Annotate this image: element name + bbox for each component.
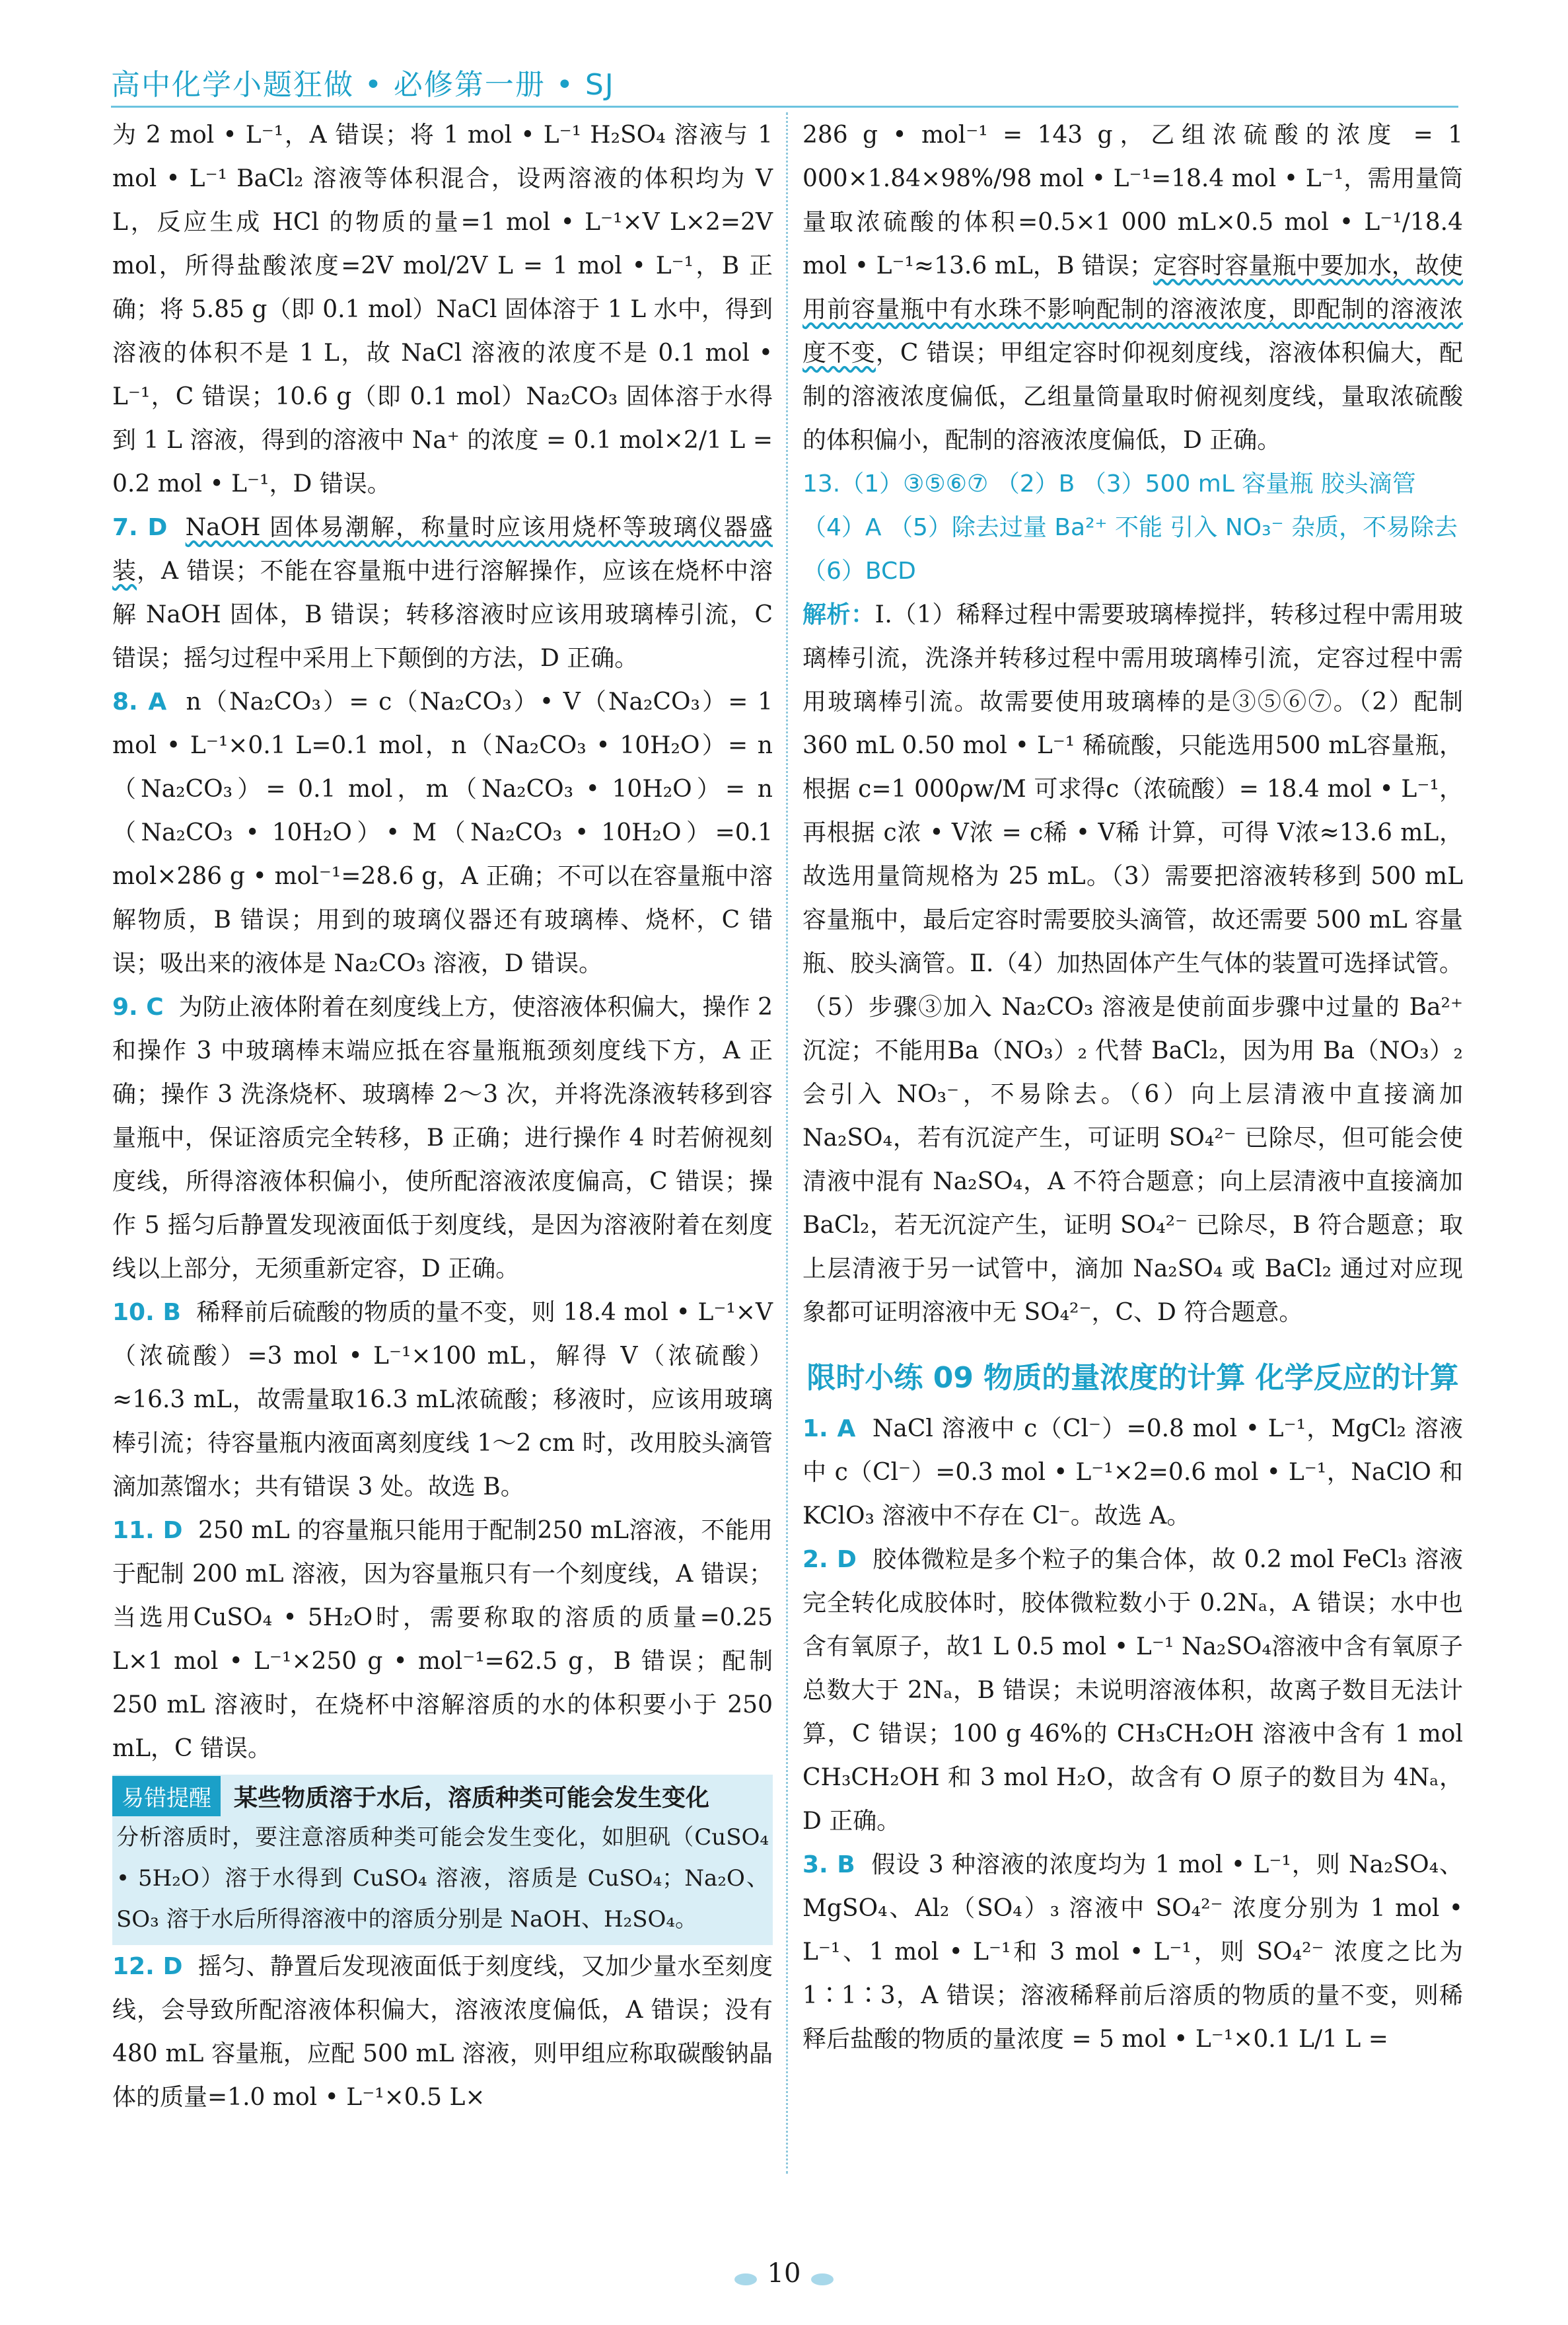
- answer-8-text: n（Na₂CO₃）= c（Na₂CO₃）• V（Na₂CO₃）= 1 mol • L⁻¹×0.1 L=0.1 mol，n（Na₂CO₃ • 10H₂O）= n（Na₂CO₃）= 0.1 mol，m（Na₂CO₃ • 10H₂O）= n（Na₂CO₃ • 10H₂O）• M（Na₂CO₃ • 10H₂O）=0.1 mol×286 g • mol⁻¹=28.6 g，A 正确；不可以在容量瓶中溶解物质，B 错误；用到的玻璃仪器还有玻璃棒、烧杯，C 错误；吸出来的液体是 Na₂CO₃ 溶液，D 错误。: [112, 688, 773, 977]
- answer-8-number: 8. A: [112, 688, 167, 716]
- section-answer-1-text: NaCl 溶液中 c（Cl⁻）=0.8 mol • L⁻¹，MgCl₂ 溶液中 c（Cl⁻）=0.3 mol • L⁻¹×2=0.6 mol • L⁻¹，NaClO 和 KClO₃ 溶液中不存在 Cl⁻。故选 A。: [802, 1415, 1463, 1530]
- answer-12-number: 12. D: [112, 1953, 183, 1980]
- section-answer-1: [802, 1407, 1463, 1538]
- page-footer: [0, 2258, 1568, 2289]
- answer-7-text: ，A 错误；不能在容量瓶中进行溶解操作，应该在烧杯中溶解 NaOH 固体，B 错误；转移溶液时应该用玻璃棒引流，C 错误；摇匀过程中采用上下颠倒的方法，D 正确。: [112, 558, 773, 672]
- answer-7: [112, 506, 773, 681]
- answer-8: [112, 681, 773, 986]
- answer-13-explanation-text: Ⅰ.（1）稀释过程中需要玻璃棒搅拌，转移过程中需用玻璃棒引流，洗涤并转移过程中需用玻璃棒引流，定容过程中需用玻璃棒引流。故需要使用玻璃棒的是③⑤⑥⑦。（2）配制 360 mL 0.50 mol • L⁻¹ 稀硫酸，只能选用500 mL容量瓶，根据 c=1 000ρw/M 可求得c（浓硫酸）= 18.4 mol • L⁻¹，再根据 c浓 • V浓 = c稀 • V稀 计算，可得 V浓≈13.6 mL，故选用量筒规格为 25 mL。（3）需要把溶液转移到 500 mL 容量瓶中，最后定容时需要胶头滴管，故还需要 500 mL 容量瓶、胶头滴管。Ⅱ.（4）加热固体产生气体的装置可选择试管。（5）步骤③加入 Na₂CO₃ 溶液是使前面步骤中过量的 Ba²⁺ 沉淀；不能用Ba（NO₃）₂ 代替 BaCl₂，因为用 Ba（NO₃）₂ 会引入 NO₃⁻，不易除去。（6）向上层清液中直接滴加 Na₂SO₄，若有沉淀产生，可证明 SO₄²⁻ 已除尽，但可能会使清液中混有 Na₂SO₄，A 不符合题意；向上层清液中直接滴加 BaCl₂，若无沉淀产生，证明 SO₄²⁻ 已除尽，B 符合题意；取上层清液于另一试管中，滴加 Na₂SO₄ 或 BaCl₂ 通过对应现象都可证明溶液中无 SO₄²⁻，C、D 符合题意。: [802, 601, 1463, 1326]
- continued-answer: 为 2 mol • L⁻¹，A 错误；将 1 mol • L⁻¹ H₂SO₄ 溶液与 1 mol • L⁻¹ BaCl₂ 溶液等体积混合，设两溶液的体积均为 V L，反应生成 HCl 的物质的量=1 mol • L⁻¹×V L×2=2V mol，所得盐酸浓度=2V mol/2V L = 1 mol • L⁻¹，B 正确；将 5.85 g（即 0.1 mol）NaCl 固体溶于 1 L 水中，得到溶液的体积不是 1 L，故 NaCl 溶液的浓度不是 0.1 mol • L⁻¹，C 错误；10.6 g（即 0.1 mol）Na₂CO₃ 固体溶于水得到 1 L 溶液，得到的溶液中 Na⁺ 的浓度 = 0.1 mol×2/1 L = 0.2 mol • L⁻¹，D 错误。: [112, 122, 773, 498]
- book-title: 高中化学小题狂做 • 必修第一册 • SJ: [111, 68, 615, 102]
- answer-9-number: 9. C: [112, 994, 164, 1021]
- answer-10: [112, 1291, 773, 1509]
- section-answer-1-number: 1. A: [802, 1415, 856, 1442]
- answer-13-explanation: [802, 593, 1463, 1335]
- mistake-tip-box: [112, 1775, 773, 1945]
- mistake-tip-body: 分析溶质时，要注意溶质种类可能会发生变化，如胆矾（CuSO₄ • 5H₂O）溶于水得到 CuSO₄ 溶液，溶质是 CuSO₄；Na₂O、SO₃ 溶于水后所得溶液中的溶质分别是 NaOH、H₂SO₄。: [116, 1824, 769, 1933]
- section-title: 限时小练 09 物质的量浓度的计算 化学反应的计算: [806, 1361, 1459, 1395]
- right-column: [802, 114, 1463, 2061]
- answer-11-number: 11. D: [112, 1517, 183, 1544]
- answer-10-text: 稀释前后硫酸的物质的量不变，则 18.4 mol • L⁻¹×V（浓硫酸）=3 mol • L⁻¹×100 mL，解得 V（浓硫酸）≈16.3 mL，故需量取16.3 mL浓硫酸；移液时，应该用玻璃棒引流；待容量瓶内液面离刻度线 1～2 cm 时，改用胶头滴管滴加蒸馏水；共有错误 3 处。故选 B。: [112, 1299, 773, 1500]
- answer-7-emphasis: NaOH 固体易潮解，称量时应该用烧杯等玻璃仪器盛装: [112, 514, 773, 585]
- answer-9-text: 为防止液体附着在刻度线上方，使溶液体积偏大，操作 2 和操作 3 中玻璃棒末端应抵在容量瓶瓶颈刻度线下方，A 正确；操作 3 洗涤烧杯、玻璃棒 2～3 次，并将洗涤液转移到容量瓶中，保证溶质完全转移，B 正确；进行操作 4 时若俯视刻度线，所得溶液体积偏小，使所配溶液浓度偏高，C 错误；操作 5 摇匀后静置发现液面低于刻度线，是因为溶液附着在刻度线以上部分，无须重新定容，D 正确。: [112, 994, 773, 1282]
- answer-12-cont-a: 286 g • mol⁻¹ = 143 g，乙组浓硫酸的浓度 = 1 000×1.84×98%/98 mol • L⁻¹=18.4 mol • L⁻¹，需用量筒量取浓硫酸的体积=0.5×1 000 mL×0.5 mol • L⁻¹/18.4 mol • L⁻¹≈13.6 mL，B 错误；: [802, 122, 1463, 279]
- continued-answer-12: [802, 114, 1463, 462]
- answer-13-key: 13.（1）③⑤⑥⑦ （2）B （3）500 mL 容量瓶 胶头滴管 （4）A （5）除去过量 Ba²⁺ 不能 引入 NO₃⁻ 杂质，不易除去 （6）BCD: [802, 470, 1458, 585]
- left-column: [112, 114, 773, 2120]
- leaf-left-icon: [734, 2273, 757, 2285]
- section-answer-2-text: 胶体微粒是多个粒子的集合体，故 0.2 mol FeCl₃ 溶液完全转化成胶体时，胶体微粒数小于 0.2Nₐ，A 错误；水中也含有氧原子，故1 L 0.5 mol • L⁻¹ Na₂SO₄溶液中含有氧原子总数大于 2Nₐ，B 错误；未说明溶液体积，故离子数目无法计算，C 错误；100 g 46%的 CH₃CH₂OH 溶液中含有 1 mol CH₃CH₂OH 和 3 mol H₂O，故含有 O 原子的数目为 4Nₐ，D 正确。: [802, 1546, 1463, 1835]
- answer-7-number: 7. D: [112, 514, 168, 541]
- explanation-label: 解析：: [802, 601, 875, 628]
- section-answer-3-text: 假设 3 种溶液的浓度均为 1 mol • L⁻¹，则 Na₂SO₄、MgSO₄、Al₂（SO₄）₃ 溶液中 SO₄²⁻ 浓度分别为 1 mol • L⁻¹、1 mol • L⁻¹和 3 mol • L⁻¹，则 SO₄²⁻ 浓度之比为 1∶1∶3，A 错误；溶液稀释前后溶质的物质的量不变，则稀释后盐酸的物质的量浓度 = 5 mol • L⁻¹×0.1 L/1 L =: [802, 1851, 1463, 2053]
- section-answer-2-number: 2. D: [802, 1546, 857, 1573]
- leaf-right-icon: [811, 2273, 834, 2285]
- answer-12-emphasis: 定容时容量瓶中要加水，故使用前容量瓶中有水珠不影响配制的溶液浓度，即配制的溶液浓度不变: [802, 252, 1463, 367]
- answer-12-text: 摇匀、静置后发现液面低于刻度线，又加少量水至刻度线，会导致所配溶液体积偏大，溶液浓度偏低，A 错误；没有 480 mL 容量瓶，应配 500 mL 溶液，则甲组应称取碳酸钠晶体的质量=1.0 mol • L⁻¹×0.5 L×: [112, 1953, 773, 2111]
- column-divider: [786, 112, 788, 2174]
- section-answer-2: [802, 1538, 1463, 1843]
- mistake-tip-header: [112, 1775, 773, 1817]
- answer-9: [112, 986, 773, 1291]
- answer-11-text: 250 mL 的容量瓶只能用于配制250 mL溶液，不能用于配制 200 mL 溶液，因为容量瓶只有一个刻度线，A 错误；当选用CuSO₄ • 5H₂O时，需要称取的溶质的质量=0.25 L×1 mol • L⁻¹×250 g • mol⁻¹=62.5 g，B 错误；配制 250 mL 溶液时，在烧杯中溶解溶质的水的体积要小于 250 mL，C 错误。: [112, 1517, 773, 1762]
- section-answer-3-number: 3. B: [802, 1851, 855, 1878]
- section-answer-3: [802, 1843, 1463, 2061]
- answer-12: [112, 1945, 773, 2120]
- answer-12-cont-b: ，C 错误；甲组定容时仰视刻度线，溶液体积偏大，配制的溶液浓度偏低，乙组量筒量取时俯视刻度线，量取浓硫酸的体积偏小，配制的溶液浓度偏低，D 正确。: [802, 340, 1463, 454]
- header-rule: [111, 106, 1458, 108]
- running-header: [111, 61, 1458, 114]
- mistake-tip-title: 某些物质溶于水后，溶质种类可能会发生变化: [234, 1784, 710, 1812]
- answer-11: [112, 1509, 773, 1771]
- mistake-tip-badge: 易错提醒: [112, 1776, 221, 1816]
- page-number: 10: [767, 2258, 801, 2289]
- answer-10-number: 10. B: [112, 1299, 181, 1326]
